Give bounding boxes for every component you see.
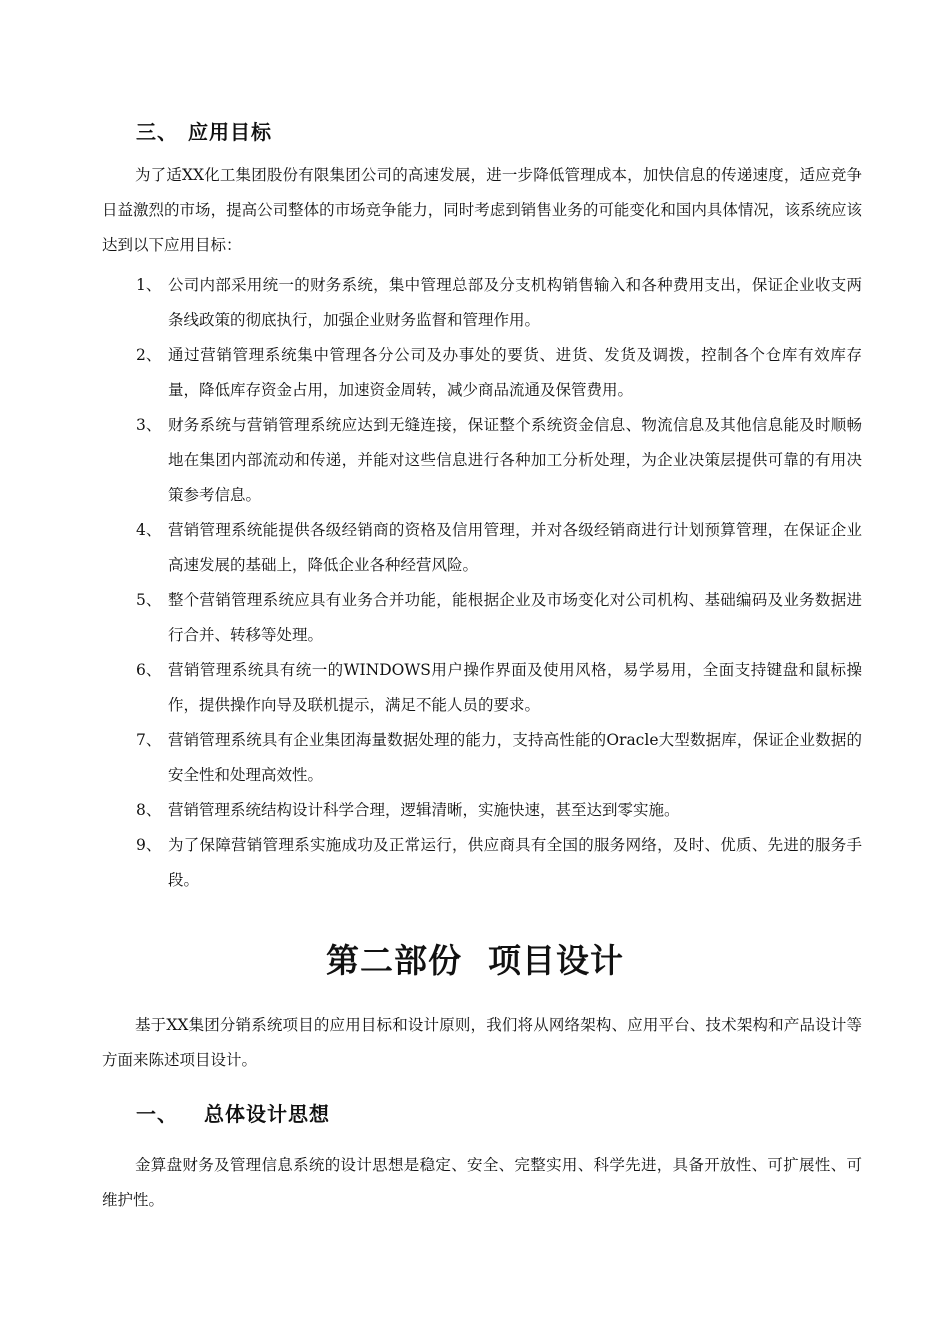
- list-item-text: 营销管理系统能提供各级经销商的资格及信用管理，并对各级经销商进行计划预算管理，在保证企业高速发展的基础上，降低企业各种经营风险。: [168, 521, 862, 574]
- section-title: 应用目标: [188, 120, 272, 144]
- part-title-name: 项目设计: [488, 941, 624, 980]
- part-intro-paragraph: 基于XX集团分销系统项目的应用目标和设计原则，我们将从网络架构、应用平台、技术架构和产品设计等方面来陈述项目设计。: [102, 1016, 862, 1069]
- list-item-text: 通过营销管理系统集中管理各分公司及办事处的要货、进货、发货及调拨，控制各个仓库有效库存量，降低库存资金占用，加速资金周转，减少商品流通及保管费用。: [168, 346, 862, 399]
- list-item: [102, 583, 862, 653]
- goals-list: [102, 268, 862, 898]
- list-item-number: 2、: [136, 346, 162, 364]
- list-item-text: 为了保障营销管理系实施成功及正常运行，供应商具有全国的服务网络，及时、优质、先进的服务手段。: [168, 836, 862, 889]
- list-item-number: 4、: [136, 521, 162, 539]
- design-paragraph: 金算盘财务及管理信息系统的设计思想是稳定、安全、完整实用、科学先进，具备开放性、可扩展性、可维护性。: [102, 1156, 862, 1209]
- list-item: [102, 828, 862, 898]
- part-title-number: 第二部份: [326, 941, 462, 980]
- section-title: 总体设计思想: [204, 1102, 330, 1126]
- list-item-number: 1、: [136, 276, 162, 294]
- list-item: [102, 723, 862, 793]
- list-item: [102, 408, 862, 513]
- list-item-text: 营销管理系统结构设计科学合理，逻辑清晰，实施快速，甚至达到零实施。: [168, 801, 680, 819]
- list-item-number: 5、: [136, 591, 162, 609]
- list-item-number: 8、: [136, 801, 162, 819]
- list-item: [102, 513, 862, 583]
- section-heading-application-goals: [136, 118, 272, 146]
- list-item: [102, 653, 862, 723]
- list-item-text: 财务系统与营销管理系统应达到无缝连接，保证整个系统资金信息、物流信息及其他信息能及时顺畅地在集团内部流动和传递，并能对这些信息进行各种加工分析处理，为企业决策层提供可靠的有用决策参考信息。: [168, 416, 862, 504]
- list-item-text: 整个营销管理系统应具有业务合并功能，能根据企业及市场变化对公司机构、基础编码及业务数据进行合并、转移等处理。: [168, 591, 862, 644]
- list-item: [102, 338, 862, 408]
- list-item: [102, 268, 862, 338]
- list-item-number: 3、: [136, 416, 162, 434]
- part-title: [0, 938, 950, 984]
- list-item-text: 营销管理系统具有企业集团海量数据处理的能力，支持高性能的Oracle大型数据库，保证企业数据的安全性和处理高效性。: [168, 731, 862, 784]
- list-item-text: 营销管理系统具有统一的WINDOWS用户操作界面及使用风格，易学易用，全面支持键盘和鼠标操作，提供操作向导及联机提示，满足不能人员的要求。: [168, 661, 862, 714]
- section-number: 一、: [136, 1102, 178, 1126]
- list-item-number: 7、: [136, 731, 162, 749]
- list-item-number: 6、: [136, 661, 162, 679]
- list-item-text: 公司内部采用统一的财务系统，集中管理总部及分支机构销售输入和各种费用支出，保证企业收支两条线政策的彻底执行，加强企业财务监督和管理作用。: [168, 276, 862, 329]
- section-heading-overall-design: [136, 1100, 330, 1128]
- intro-paragraph: 为了适XX化工集团股份有限集团公司的高速发展，进一步降低管理成本，加快信息的传递速度，适应竞争日益激烈的市场，提高公司整体的市场竞争能力，同时考虑到销售业务的可能变化和国内具体情况，该系统应该达到以下应用目标：: [102, 166, 862, 254]
- list-item: [102, 793, 862, 828]
- list-item-number: 9、: [136, 836, 162, 854]
- section-number: 三、: [136, 120, 178, 144]
